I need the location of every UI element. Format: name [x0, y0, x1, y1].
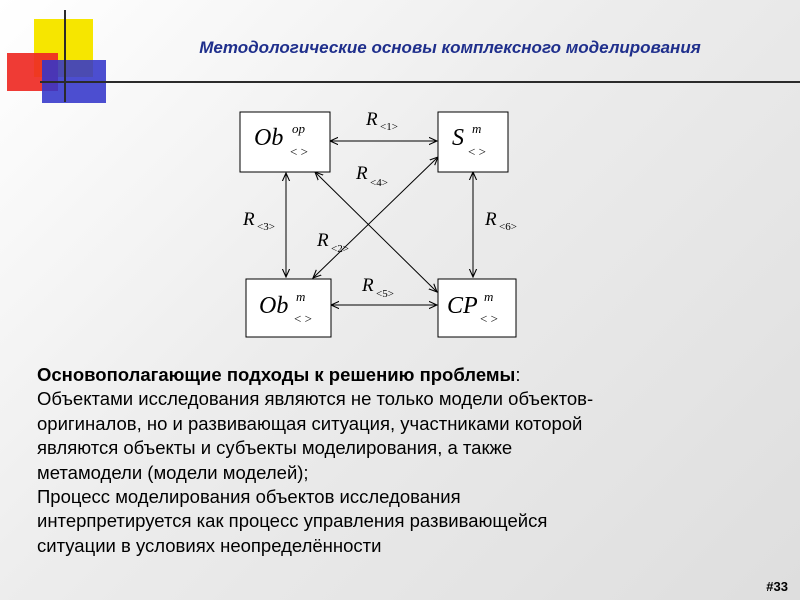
node-cp-m-main: CP [447, 293, 478, 319]
node-s-m [438, 112, 508, 172]
node-ob-m [246, 279, 331, 337]
description-line-3: являются объекты и субъекты моделирования, а также [37, 437, 513, 459]
description-line-5: Процесс моделирования объектов исследования [37, 486, 461, 508]
node-ob-op-sub: < > [290, 144, 308, 159]
edge-r4-main: R [356, 163, 368, 184]
edge-r1-main: R [366, 109, 378, 130]
edge-r3-main: R [243, 209, 255, 230]
edge-r3-sub: <3> [257, 221, 275, 233]
edge-r6-main: R [485, 209, 497, 230]
edge-r5-sub: <5> [376, 288, 394, 300]
node-s-m-sub: < > [468, 144, 486, 159]
description-heading-colon: : [515, 364, 521, 385]
description-heading-line [37, 363, 737, 387]
node-ob-op-sup: op [292, 121, 305, 136]
edge-r6-label [484, 209, 517, 233]
description-line-4: метамодели (модели моделей); [37, 461, 309, 483]
edge-r1-sub: <1> [380, 121, 398, 133]
edge-r5-label [361, 275, 394, 300]
edge-r6-sub: <6> [499, 221, 517, 233]
node-ob-op [240, 112, 330, 172]
node-cp-m-sub: < > [480, 311, 498, 326]
description-line-1: Объектами исследования являются не только модели объектов- [37, 388, 594, 410]
edge-r4-arrow [315, 172, 437, 292]
description-heading: Основополагающие подходы к решению проблемы [37, 364, 516, 385]
description-line-2: оригиналов, но и развивающая ситуация, участниками которой [37, 412, 583, 434]
node-cp-m-sup: m [484, 289, 494, 304]
node-s-m-main: S [452, 125, 464, 151]
edge-r5-main: R [362, 275, 374, 296]
edge-r4-sub: <4> [370, 177, 388, 189]
edge-r2-main: R [317, 230, 329, 251]
page-number: #33 [766, 579, 788, 594]
node-ob-m-main: Ob [259, 293, 289, 319]
node-ob-m-sup: m [296, 289, 306, 304]
edge-r2-arrow [313, 157, 438, 278]
edge-r1-label [365, 109, 398, 133]
node-s-m-sup: m [472, 121, 482, 136]
description-line-7: ситуации в условиях неопределённости [37, 534, 382, 556]
edge-r2-sub: <2> [331, 243, 349, 255]
edge-r4-label [355, 163, 388, 189]
edge-r3-label [242, 209, 275, 233]
description-line-6: интерпретируется как процесс управления развивающейся [37, 510, 548, 532]
node-cp-m [438, 279, 516, 337]
node-ob-m-sub: < > [294, 311, 312, 326]
edge-r2-label [316, 230, 349, 255]
page-title: Методологические основы комплексного моделирования [199, 38, 701, 57]
description-text [37, 363, 737, 558]
node-ob-op-main: Ob [254, 125, 284, 151]
